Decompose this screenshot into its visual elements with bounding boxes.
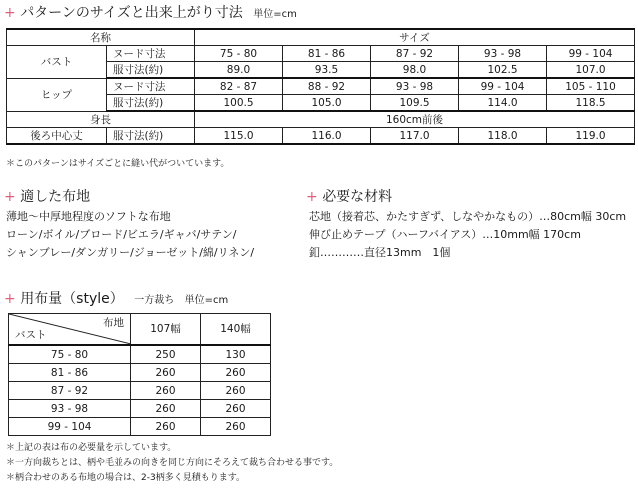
- materials-list: [309, 209, 626, 263]
- footnotes: [6, 441, 338, 486]
- cell: 119.0: [547, 128, 635, 145]
- cell: 260: [201, 364, 271, 382]
- corner-bust-label: バスト: [15, 329, 47, 341]
- cell: 98.0: [371, 62, 459, 79]
- table-row: [9, 418, 271, 436]
- row-group-bust: バスト: [7, 46, 107, 79]
- material-line: 芯地（接着芯、かたすぎず、しなやかなもの）…80cm幅 30cm: [309, 210, 627, 223]
- cell: 109.5: [371, 95, 459, 112]
- table-row: [9, 400, 271, 418]
- cell: 116.0: [283, 128, 371, 145]
- fabric-amount-header: [9, 314, 271, 346]
- pattern-size-heading: [4, 2, 297, 22]
- pattern-size-title: パターンのサイズと出来上がり寸法: [20, 5, 243, 21]
- cell: 130: [201, 345, 271, 364]
- cell: 260: [131, 382, 201, 400]
- bust-cell: 99 - 104: [9, 418, 131, 436]
- cell: 93.5: [283, 62, 371, 79]
- amount-title: 用布量（style）: [20, 291, 124, 307]
- footnote: ＊一方向裁ちとは、柄や毛並みの向きを同じ方向にそろえて裁ち合わせる事です。: [6, 458, 339, 468]
- bust-cell: 87 - 92: [9, 382, 131, 400]
- row-group-back-length: 後ろ中心丈: [7, 128, 107, 145]
- materials-heading: [306, 186, 392, 206]
- cell: 118.5: [547, 95, 635, 112]
- table-row: [7, 46, 635, 62]
- cell: 88 - 92: [283, 78, 371, 95]
- pattern-size-unit: 単位=cm: [253, 9, 297, 20]
- column-header: 140幅: [201, 314, 271, 346]
- cell: 93 - 98: [459, 46, 547, 62]
- row-label: 服寸法(約): [107, 95, 195, 112]
- fabric-title: 適した布地: [20, 189, 91, 205]
- cell: 117.0: [371, 128, 459, 145]
- table-row: [9, 382, 271, 400]
- corner-cell: [9, 314, 131, 346]
- cell: 75 - 80: [195, 46, 283, 62]
- fabric-amount-table: [8, 313, 271, 436]
- cell: 105 - 110: [547, 78, 635, 95]
- cell: 160cm前後: [195, 111, 635, 128]
- cell: 82 - 87: [195, 78, 283, 95]
- cell: 102.5: [459, 62, 547, 79]
- cell: 260: [201, 400, 271, 418]
- bust-cell: 75 - 80: [9, 345, 131, 364]
- fabric-heading: [4, 186, 90, 206]
- seam-allowance-note: ＊このパターンはサイズごとに縫い代がついています。: [6, 159, 230, 169]
- table-row: [7, 128, 635, 145]
- header-size: サイズ: [195, 29, 635, 46]
- row-label: 服寸法(約): [107, 128, 195, 145]
- amount-heading: [4, 288, 228, 308]
- cell: 115.0: [195, 128, 283, 145]
- fabric-line: ローン/ボイル/ブロード/ビエラ/ギャバ/サテン/: [6, 228, 237, 241]
- cell: 100.5: [195, 95, 283, 112]
- cell: 105.0: [283, 95, 371, 112]
- corner-fabric-label: 布地: [103, 317, 124, 329]
- cell: 87 - 92: [371, 46, 459, 62]
- bust-cell: 81 - 86: [9, 364, 131, 382]
- row-label: ヌード寸法: [107, 46, 195, 62]
- size-table-header: [7, 29, 635, 46]
- row-group-height: 身長: [7, 111, 195, 128]
- table-row: [9, 364, 271, 382]
- row-group-hip: ヒップ: [7, 78, 107, 111]
- cell: 89.0: [195, 62, 283, 79]
- cell: 260: [131, 418, 201, 436]
- footnote: ＊上記の表は布の必要量を示しています。: [6, 443, 177, 453]
- fabric-line: シャンブレー/ダンガリー/ジョーゼット/綿/リネン/: [6, 246, 255, 259]
- fabric-line: 薄地〜中厚地程度のソフトな布地: [6, 210, 171, 223]
- cell: 260: [131, 364, 201, 382]
- row-label: ヌード寸法: [107, 78, 195, 95]
- row-label: 服寸法(約): [107, 62, 195, 79]
- header-name: 名称: [7, 29, 195, 46]
- cell: 99 - 104: [547, 46, 635, 62]
- cell: 250: [131, 345, 201, 364]
- table-row: [7, 111, 635, 128]
- cell: 99 - 104: [459, 78, 547, 95]
- cell: 81 - 86: [283, 46, 371, 62]
- cell: 118.0: [459, 128, 547, 145]
- fabric-list: [6, 209, 254, 263]
- plus-icon: +: [4, 5, 16, 21]
- table-row: [9, 345, 271, 364]
- amount-unit: 単位=cm: [184, 295, 229, 306]
- plus-icon: +: [306, 189, 318, 205]
- cell: 260: [131, 400, 201, 418]
- cell: 114.0: [459, 95, 547, 112]
- materials-title: 必要な材料: [322, 189, 393, 205]
- bust-cell: 93 - 98: [9, 400, 131, 418]
- footnote: ＊柄合わせのある布地の場合は、2-3柄多く見積もります。: [6, 473, 245, 483]
- material-line: 釦…………直径13mm 1個: [309, 246, 451, 259]
- plus-icon: +: [4, 189, 16, 205]
- size-table: [6, 28, 635, 145]
- table-row: [7, 78, 635, 95]
- cell: 260: [201, 382, 271, 400]
- material-line: 伸び止めテープ（ハーフバイアス）…10mm幅 170cm: [309, 228, 581, 241]
- column-header: 107幅: [131, 314, 201, 346]
- amount-cut: 一方裁ち: [134, 295, 175, 306]
- plus-icon: +: [4, 291, 16, 307]
- cell: 107.0: [547, 62, 635, 79]
- cell: 260: [201, 418, 271, 436]
- cell: 93 - 98: [371, 78, 459, 95]
